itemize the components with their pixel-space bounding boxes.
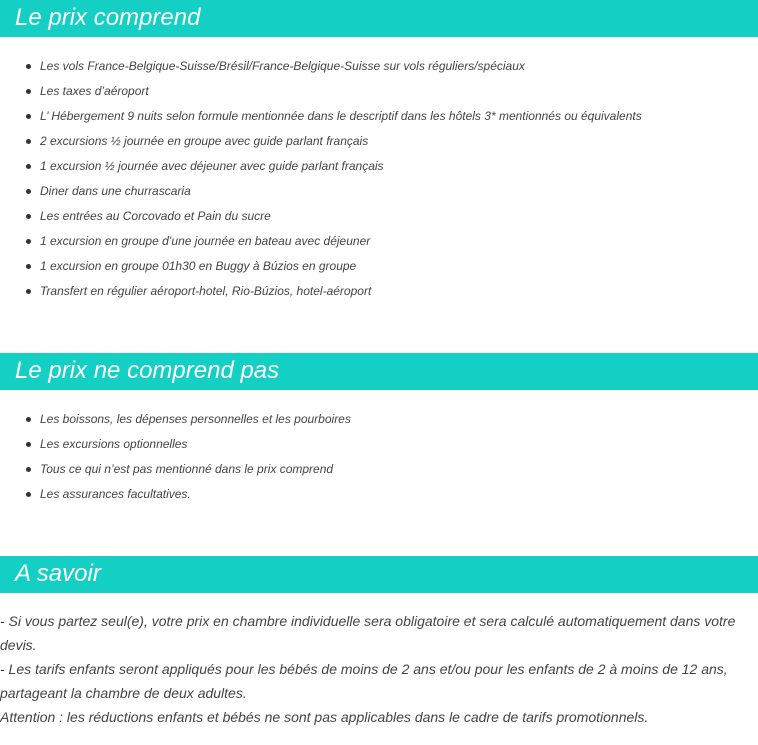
list-item [0,229,642,254]
section-header-prix-ne-comprend-pas [0,353,758,390]
list-item-text: Les excursions optionnelles [40,437,188,451]
section-title: Le prix comprend [15,4,201,31]
a-savoir-content [0,609,756,729]
paragraph: - Si vous partez seul(e), votre prix en chambre individuelle sera obligatoire et sera calculé automatiquement dans votre devis. [0,613,736,653]
paragraph: - Les tarifs enfants seront appliqués pour les bébés de moins de 2 ans et/ou pour les enfants de 2 à moins de 12 ans, partageant la chambre de deux adultes. [0,661,728,701]
list-item-text: Les entrées au Corcovado et Pain du sucre [40,209,271,223]
bullet-icon [26,417,31,422]
list-item-text: Les assurances facultatives. [40,487,191,501]
bullet-icon [26,214,31,219]
bullet-icon [26,264,31,269]
bullet-icon [26,114,31,119]
bullet-icon [26,89,31,94]
list-item [0,129,642,154]
list-item-text: 1 excursion en groupe 01h30 en Buggy à Búzios en groupe [40,259,357,273]
list-item-text: L’ Hébergement 9 nuits selon formule mentionnée dans le descriptif dans les hôtels 3* mentionnés ou équivalents [40,109,642,123]
list-prix-comprend [0,54,642,304]
section-header-a-savoir [0,556,758,593]
list-item [0,204,642,229]
section-title: A savoir [15,560,101,587]
list-item-text: Les taxes d’aéroport [40,84,149,98]
bullet-icon [26,64,31,69]
list-item-text: Diner dans une churrascaria [40,184,191,198]
list-item-text: Transfert en régulier aéroport-hotel, Rio-Búzios, hotel-aéroport [40,284,372,298]
list-item-text: 2 excursions ½ journée en groupe avec guide parlant français [40,134,369,148]
list-item [0,407,351,432]
list-item-text: Tous ce qui n’est pas mentionné dans le prix comprend [40,462,334,476]
bullet-icon [26,467,31,472]
bullet-icon [26,492,31,497]
list-prix-ne-comprend-pas [0,407,351,507]
bullet-icon [26,442,31,447]
section-title: Le prix ne comprend pas [15,357,280,384]
list-item [0,279,642,304]
list-item [0,79,642,104]
paragraph: Attention : les réductions enfants et bébés ne sont pas applicables dans le cadre de tarifs promotionnels. [0,709,649,725]
list-item-text: 1 excursion ½ journée avec déjeuner avec guide parlant français [40,159,384,173]
list-item [0,104,642,129]
bullet-icon [26,239,31,244]
list-item-text: 1 excursion en groupe d’une journée en bateau avec déjeuner [40,234,371,248]
list-item-text: Les boissons, les dépenses personnelles et les pourboires [40,412,351,426]
bullet-icon [26,139,31,144]
list-item [0,457,351,482]
list-item [0,54,642,79]
list-item [0,254,642,279]
list-item-text: Les vols France-Belgique-Suisse/Brésil/France-Belgique-Suisse sur vols réguliers/spéciaux [40,59,525,73]
bullet-icon [26,289,31,294]
section-header-prix-comprend [0,0,758,37]
list-item [0,432,351,457]
bullet-icon [26,164,31,169]
bullet-icon [26,189,31,194]
list-item [0,154,642,179]
list-item [0,179,642,204]
list-item [0,482,351,507]
